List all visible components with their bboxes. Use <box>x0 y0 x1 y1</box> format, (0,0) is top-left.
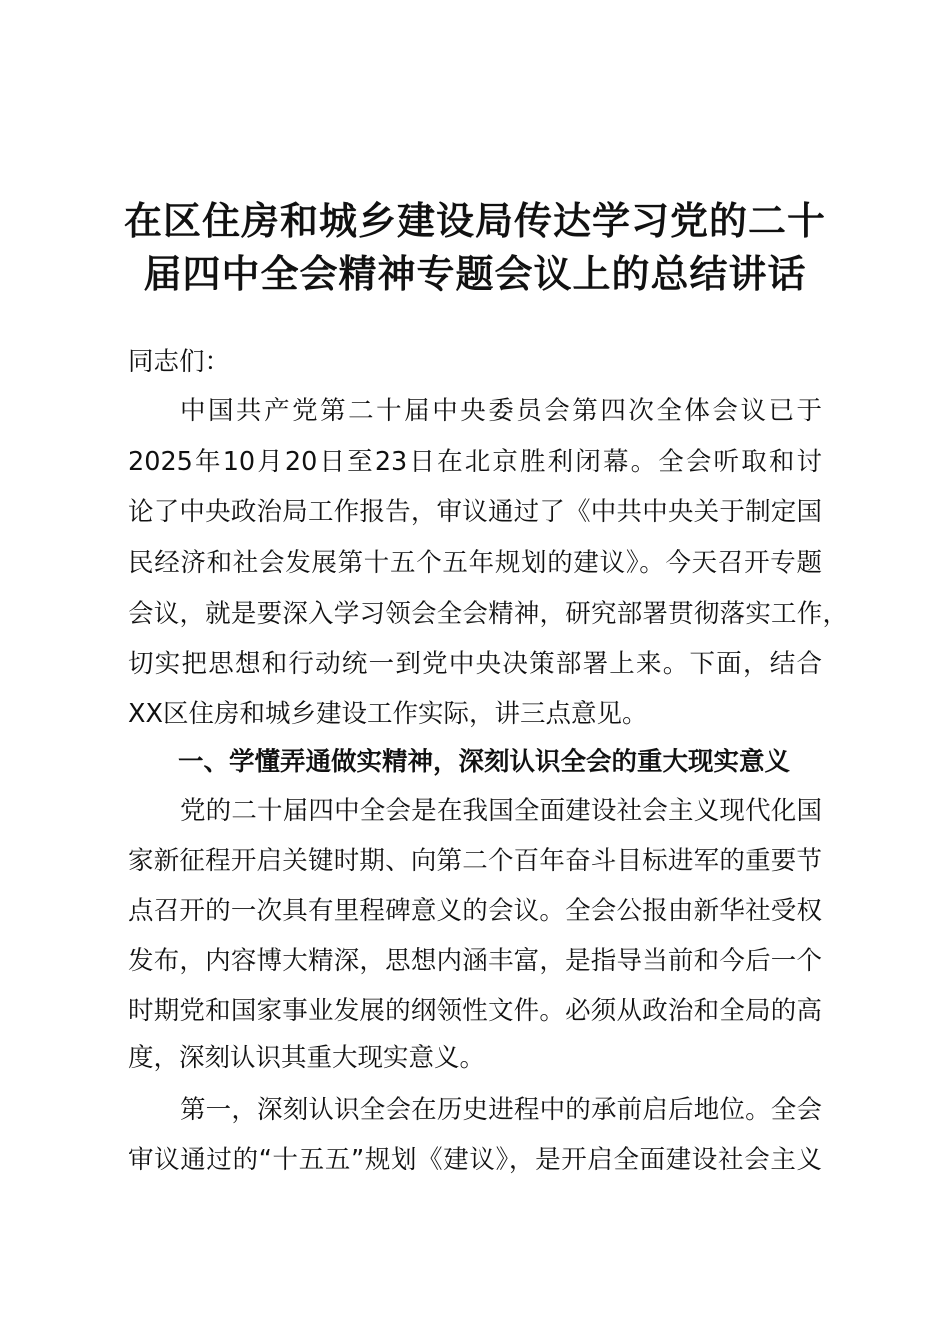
paragraph-line: 切实把思想和行动统一到党中央决策部署上来。下面，结合 <box>128 649 822 679</box>
section-heading: 一、学懂弄通做实精神，深刻认识全会的重大现实意义 <box>178 747 791 777</box>
paragraph-line: 点召开的一次具有里程碑意义的会议。全会公报由新华社受权 <box>128 896 822 926</box>
document-title-line-1: 在区住房和城乡建设局传达学习党的二十 <box>123 199 826 243</box>
paragraph-line: 发布，内容博大精深，思想内涵丰富，是指导当前和今后一个 <box>128 946 822 976</box>
paragraph-line: 审议通过的“十五五”规划《建议》，是开启全面建设社会主义 <box>128 1145 822 1175</box>
paragraph-line: 2025年10月20日至23日在北京胜利闭幕。全会听取和讨 <box>128 447 822 477</box>
paragraph-line: 时期党和国家事业发展的纲领性文件。必须从政治和全局的高 <box>128 996 822 1026</box>
paragraph-line: 党的二十届四中全会是在我国全面建设社会主义现代化国 <box>180 796 822 826</box>
salutation: 同志们： <box>128 347 231 377</box>
paragraph-line: 民经济和社会发展第十五个五年规划的建议》。今天召开专题 <box>128 548 822 578</box>
paragraph-line: XX区住房和城乡建设工作实际，讲三点意见。 <box>128 699 648 729</box>
paragraph-line: 度，深刻认识其重大现实意义。 <box>128 1043 486 1073</box>
paragraph-line: 第一，深刻认识全会在历史进程中的承前启后地位。全会 <box>180 1095 822 1125</box>
paragraph-line: 中国共产党第二十届中央委员会第四次全体会议已于 <box>180 396 822 426</box>
document-title-line-2: 届四中全会精神专题会议上的总结讲话 <box>143 252 807 296</box>
paragraph-line: 家新征程开启关键时期、向第二个百年奋斗目标进军的重要节 <box>128 846 822 876</box>
paragraph-line: 论了中央政治局工作报告，审议通过了《中共中央关于制定国 <box>128 497 822 527</box>
paragraph-line: 会议，就是要深入学习领会全会精神，研究部署贯彻落实工作， <box>128 599 848 629</box>
